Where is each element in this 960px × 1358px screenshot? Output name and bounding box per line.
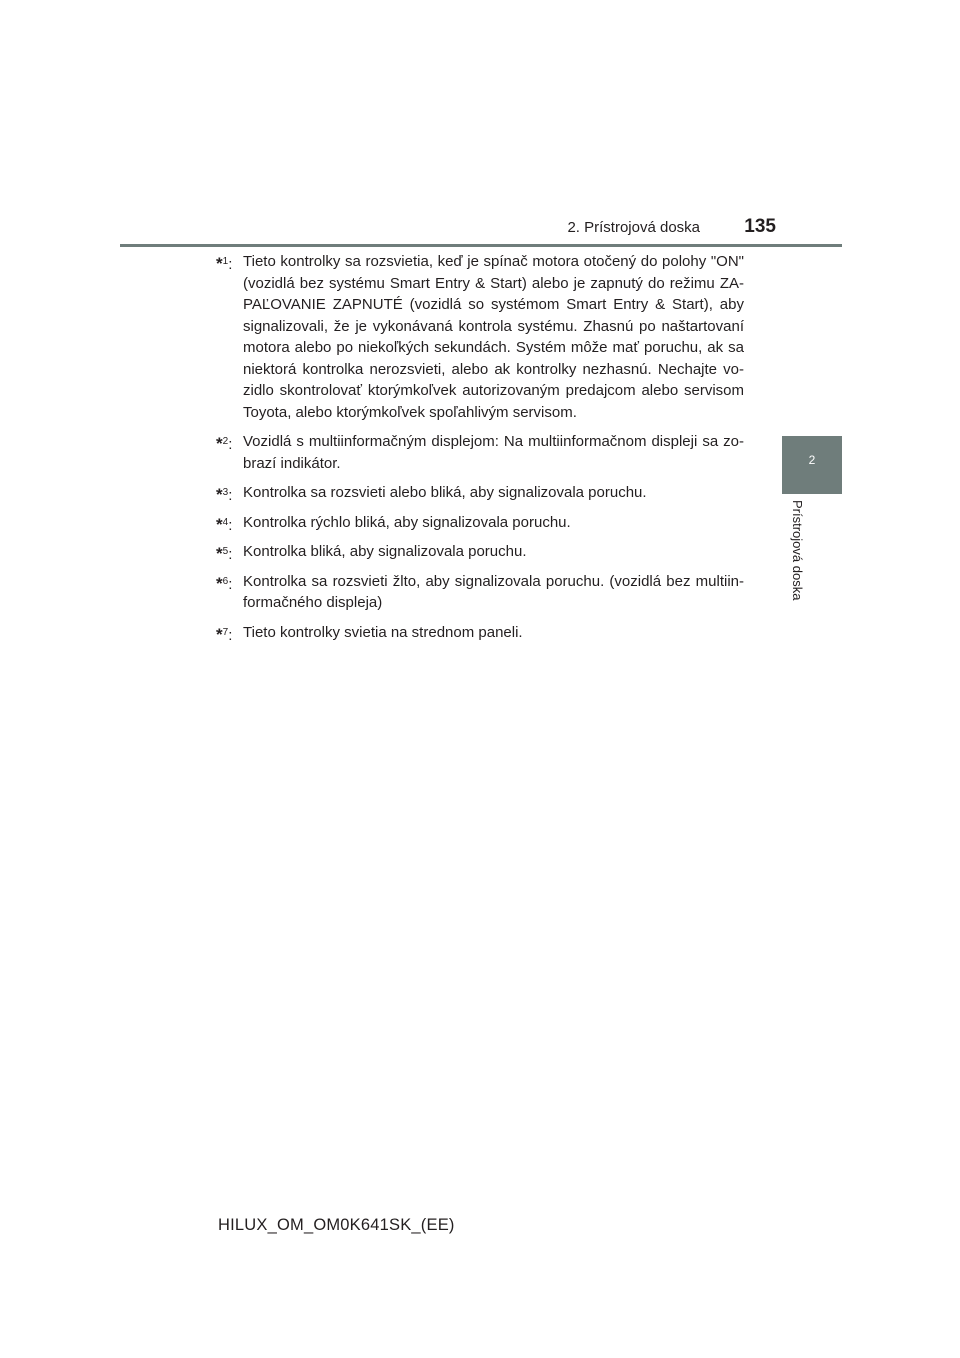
footnote-marker: *$^5$: <box>216 544 233 563</box>
chapter-tab <box>782 436 842 494</box>
footnote-marker: *$^1$: <box>216 254 233 273</box>
footnote-item <box>216 622 744 644</box>
chapter-title: Prístrojová doska <box>790 500 805 601</box>
footnote-item <box>216 512 744 534</box>
footnote-text: Vozidlá s multiinformačným displejom: Na multiinformačnom displeji sa zo-brazí indikátor. <box>243 433 744 472</box>
footnote-item <box>216 541 744 563</box>
footnote-marker: *$^6$: <box>216 573 233 593</box>
footnote-item <box>216 431 744 474</box>
footnote-text: Tieto kontrolky sa rozsvietia, keď je spínač motora otočený do polohy "ON" (vozidlá bez systému Smart Entry & Start) alebo je zapnutý do režimu ZA-PAĽOVANIE ZAPNUTÉ (vozidlá so systémom Smart Entry & Start), aby signalizovali, že je vykonávaná kontrola systému. Zhasnú po naštartovaní motora alebo po niekoľkých sekundách. Systém môže mať poruchu, ak sa niektorá kontrolka nerozsvieti, alebo ak kontrolky nezhasnú. Nechajte vo-zidlo skontrolovať ktorýmkoľvek autorizovaným predajcom alebo servisom Toyota, alebo ktorýmkoľvek spoľahlivým servisom. <box>243 253 744 421</box>
chapter-side-label <box>787 500 807 620</box>
section-title: 2. Prístrojová doska <box>567 219 700 236</box>
footnote-marker: *$^2$: <box>216 434 233 453</box>
chapter-number: 2 <box>808 453 816 467</box>
footnote-marker: *$^7$: <box>216 624 233 644</box>
footnote-text: Kontrolka rýchlo bliká, aby signalizovala poruchu. <box>243 513 571 531</box>
page-number: 135 <box>744 216 776 237</box>
footnote-item <box>216 482 744 504</box>
footnote-text: Tieto kontrolky svietia na strednom paneli. <box>243 623 523 641</box>
footnote-marker: *$^4$: <box>216 514 233 534</box>
document-code: HILUX_OM_OM0K641SK_(EE) <box>218 1216 455 1234</box>
footnote-marker: *$^3$: <box>216 485 233 504</box>
footnote-list <box>216 251 744 651</box>
footnote-text: Kontrolka sa rozsvieti žlto, aby signalizovala poruchu. (vozidlá bez multiin-formačného displeja) <box>243 572 744 611</box>
footnote-text: Kontrolka bliká, aby signalizovala poruchu. <box>243 543 527 560</box>
footnote-text: Kontrolka sa rozsvieti alebo bliká, aby signalizovala poruchu. <box>243 484 647 501</box>
footnote-item <box>216 571 744 614</box>
header-rule <box>120 244 842 247</box>
footnote-item <box>216 251 744 423</box>
